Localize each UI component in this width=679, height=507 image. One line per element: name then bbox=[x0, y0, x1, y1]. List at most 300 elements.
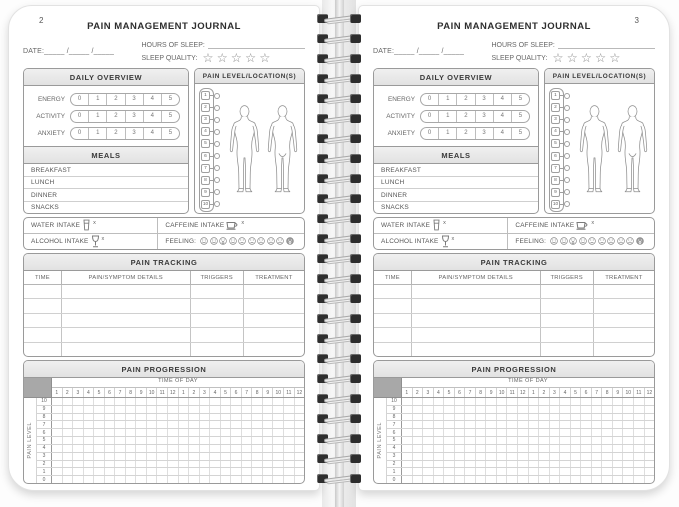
progression-cell[interactable] bbox=[84, 406, 95, 413]
progression-cell[interactable] bbox=[52, 437, 63, 444]
progression-cell[interactable] bbox=[444, 406, 455, 413]
progression-cell[interactable] bbox=[413, 476, 424, 483]
progression-cell[interactable] bbox=[581, 398, 592, 405]
progression-cell[interactable] bbox=[295, 468, 305, 475]
progression-cell[interactable] bbox=[231, 437, 242, 444]
progression-cell[interactable] bbox=[550, 453, 561, 460]
progression-cell[interactable] bbox=[497, 406, 508, 413]
progression-cell[interactable] bbox=[581, 421, 592, 428]
progression-cell[interactable] bbox=[189, 476, 200, 483]
progression-cell[interactable] bbox=[189, 429, 200, 436]
progression-cell[interactable] bbox=[189, 453, 200, 460]
progression-cell[interactable] bbox=[147, 476, 158, 483]
progression-cell[interactable] bbox=[179, 429, 190, 436]
progression-cell[interactable] bbox=[634, 461, 645, 468]
tracking-cell[interactable] bbox=[191, 285, 244, 298]
progression-cell[interactable] bbox=[571, 398, 582, 405]
progression-cell[interactable] bbox=[284, 445, 295, 452]
progression-cell[interactable] bbox=[273, 414, 284, 421]
progression-cell[interactable] bbox=[455, 437, 466, 444]
progression-cell[interactable] bbox=[52, 429, 63, 436]
progression-cell[interactable] bbox=[189, 414, 200, 421]
progression-cell[interactable] bbox=[539, 445, 550, 452]
progression-cell[interactable] bbox=[423, 429, 434, 436]
progression-cell[interactable] bbox=[413, 453, 424, 460]
progression-cell[interactable] bbox=[402, 453, 413, 460]
tracking-cell[interactable] bbox=[24, 299, 62, 312]
progression-cell[interactable] bbox=[486, 429, 497, 436]
progression-cell[interactable] bbox=[560, 461, 571, 468]
progression-cell[interactable] bbox=[529, 461, 540, 468]
rating-cell[interactable]: 1 bbox=[438, 94, 456, 105]
progression-cell[interactable] bbox=[221, 476, 232, 483]
tracking-cell[interactable] bbox=[541, 314, 594, 327]
progression-cell[interactable] bbox=[189, 445, 200, 452]
progression-cell[interactable] bbox=[105, 445, 116, 452]
water-intake-field[interactable] bbox=[374, 218, 508, 234]
pain-level-circle[interactable] bbox=[564, 93, 570, 99]
progression-cell[interactable] bbox=[623, 476, 634, 483]
progression-cell[interactable] bbox=[602, 461, 613, 468]
progression-cell[interactable] bbox=[518, 461, 529, 468]
progression-cell[interactable] bbox=[645, 421, 655, 428]
progression-cell[interactable] bbox=[63, 437, 74, 444]
progression-cell[interactable] bbox=[423, 461, 434, 468]
progression-cell[interactable] bbox=[242, 406, 253, 413]
progression-cell[interactable] bbox=[231, 421, 242, 428]
progression-cell[interactable] bbox=[189, 437, 200, 444]
progression-cell[interactable] bbox=[200, 453, 211, 460]
progression-cell[interactable] bbox=[571, 437, 582, 444]
tracking-cell[interactable] bbox=[62, 328, 191, 341]
progression-cell[interactable] bbox=[550, 437, 561, 444]
progression-cell[interactable] bbox=[126, 445, 137, 452]
progression-cell[interactable] bbox=[231, 414, 242, 421]
rating-cell[interactable]: 5 bbox=[511, 94, 529, 105]
progression-cell[interactable] bbox=[179, 406, 190, 413]
progression-cell[interactable] bbox=[252, 445, 263, 452]
progression-cell[interactable] bbox=[189, 461, 200, 468]
progression-cell[interactable] bbox=[242, 437, 253, 444]
sad-face-icon[interactable] bbox=[267, 237, 275, 245]
progression-cell[interactable] bbox=[423, 406, 434, 413]
progression-cell[interactable] bbox=[465, 406, 476, 413]
rating-cell[interactable]: 4 bbox=[143, 128, 161, 139]
progression-cell[interactable] bbox=[560, 421, 571, 428]
progression-cell[interactable] bbox=[105, 414, 116, 421]
progression-cell[interactable] bbox=[157, 437, 168, 444]
progression-cell[interactable] bbox=[115, 398, 126, 405]
progression-cell[interactable] bbox=[94, 445, 105, 452]
progression-cell[interactable] bbox=[231, 445, 242, 452]
progression-cell[interactable] bbox=[252, 453, 263, 460]
progression-cell[interactable] bbox=[497, 468, 508, 475]
progression-cell[interactable] bbox=[476, 461, 487, 468]
progression-cell[interactable] bbox=[115, 437, 126, 444]
unsure-face-icon[interactable] bbox=[248, 237, 256, 245]
progression-cell[interactable] bbox=[592, 406, 603, 413]
progression-cell[interactable] bbox=[252, 406, 263, 413]
progression-cell[interactable] bbox=[284, 406, 295, 413]
progression-cell[interactable] bbox=[84, 468, 95, 475]
progression-cell[interactable] bbox=[168, 406, 179, 413]
progression-cell[interactable] bbox=[444, 476, 455, 483]
progression-cell[interactable] bbox=[115, 445, 126, 452]
progression-cell[interactable] bbox=[539, 406, 550, 413]
progression-cell[interactable] bbox=[147, 453, 158, 460]
tracking-cell[interactable] bbox=[244, 343, 304, 356]
progression-cell[interactable] bbox=[284, 398, 295, 405]
progression-cell[interactable] bbox=[73, 461, 84, 468]
progression-cell[interactable] bbox=[571, 414, 582, 421]
progression-cell[interactable] bbox=[126, 468, 137, 475]
meal-row-snacks[interactable]: SNACKS bbox=[381, 204, 409, 211]
tracking-cell[interactable] bbox=[594, 328, 654, 341]
tracking-cell[interactable] bbox=[24, 285, 62, 298]
progression-cell[interactable] bbox=[63, 414, 74, 421]
progression-cell[interactable] bbox=[63, 468, 74, 475]
progression-cell[interactable] bbox=[221, 453, 232, 460]
sleep-quality-stars[interactable] bbox=[552, 49, 624, 65]
tracking-cell[interactable] bbox=[62, 299, 191, 312]
progression-cell[interactable] bbox=[613, 461, 624, 468]
progression-cell[interactable] bbox=[507, 476, 518, 483]
progression-cell[interactable] bbox=[295, 437, 305, 444]
progression-cell[interactable] bbox=[465, 429, 476, 436]
progression-cell[interactable] bbox=[539, 421, 550, 428]
meal-row-dinner[interactable]: DINNER bbox=[24, 189, 188, 202]
progression-cell[interactable] bbox=[645, 398, 655, 405]
progression-cell[interactable] bbox=[200, 437, 211, 444]
progression-cell[interactable] bbox=[423, 421, 434, 428]
progression-cell[interactable] bbox=[581, 445, 592, 452]
progression-cell[interactable] bbox=[539, 437, 550, 444]
feeling-field[interactable] bbox=[508, 234, 654, 250]
pain-level-circle[interactable] bbox=[564, 105, 570, 111]
alcohol-intake-field[interactable] bbox=[374, 234, 508, 250]
progression-cell[interactable] bbox=[147, 406, 158, 413]
progression-cell[interactable] bbox=[105, 453, 116, 460]
progression-cell[interactable] bbox=[263, 445, 274, 452]
tracking-cell[interactable] bbox=[412, 314, 541, 327]
slight-frown-face-icon[interactable] bbox=[607, 237, 615, 245]
progression-cell[interactable] bbox=[105, 421, 116, 428]
progression-cell[interactable] bbox=[126, 461, 137, 468]
progression-cell[interactable] bbox=[231, 406, 242, 413]
progression-cell[interactable] bbox=[63, 406, 74, 413]
pain-face-icon[interactable] bbox=[286, 237, 294, 245]
progression-cell[interactable] bbox=[518, 453, 529, 460]
tracking-cell[interactable] bbox=[374, 343, 412, 356]
progression-cell[interactable] bbox=[539, 453, 550, 460]
pain-level-circle[interactable] bbox=[214, 189, 220, 195]
pain-level-circle[interactable] bbox=[214, 201, 220, 207]
progression-cell[interactable] bbox=[221, 468, 232, 475]
tracking-cell[interactable] bbox=[374, 299, 412, 312]
progression-cell[interactable] bbox=[529, 437, 540, 444]
progression-cell[interactable] bbox=[115, 476, 126, 483]
progression-cell[interactable] bbox=[529, 476, 540, 483]
progression-cell[interactable] bbox=[529, 445, 540, 452]
progression-cell[interactable] bbox=[52, 476, 63, 483]
progression-cell[interactable] bbox=[157, 398, 168, 405]
progression-cell[interactable] bbox=[168, 445, 179, 452]
progression-cell[interactable] bbox=[284, 461, 295, 468]
progression-cell[interactable] bbox=[507, 461, 518, 468]
progression-cell[interactable] bbox=[73, 476, 84, 483]
progression-cell[interactable] bbox=[284, 414, 295, 421]
progression-cell[interactable] bbox=[581, 414, 592, 421]
progression-cell[interactable] bbox=[179, 414, 190, 421]
progression-cell[interactable] bbox=[147, 468, 158, 475]
pain-level-circle[interactable] bbox=[214, 105, 220, 111]
progression-cell[interactable] bbox=[231, 461, 242, 468]
progression-cell[interactable] bbox=[157, 429, 168, 436]
progression-cell[interactable] bbox=[497, 421, 508, 428]
rating-cell[interactable]: 0 bbox=[427, 130, 432, 136]
progression-cell[interactable] bbox=[147, 429, 158, 436]
progression-cell[interactable] bbox=[444, 468, 455, 475]
tracking-cell[interactable] bbox=[62, 314, 191, 327]
progression-cell[interactable] bbox=[63, 476, 74, 483]
progression-cell[interactable] bbox=[105, 398, 116, 405]
progression-cell[interactable] bbox=[263, 398, 274, 405]
rating-cell[interactable]: 2 bbox=[106, 111, 124, 122]
progression-cell[interactable] bbox=[529, 468, 540, 475]
progression-cell[interactable] bbox=[179, 398, 190, 405]
progression-cell[interactable] bbox=[168, 421, 179, 428]
progression-cell[interactable] bbox=[73, 398, 84, 405]
pain-level-circle[interactable] bbox=[564, 117, 570, 123]
progression-cell[interactable] bbox=[295, 414, 305, 421]
tracking-cell[interactable] bbox=[412, 343, 541, 356]
progression-cell[interactable] bbox=[507, 437, 518, 444]
progression-cell[interactable] bbox=[455, 445, 466, 452]
progression-cell[interactable] bbox=[63, 421, 74, 428]
progression-cell[interactable] bbox=[465, 461, 476, 468]
progression-cell[interactable] bbox=[518, 398, 529, 405]
progression-cell[interactable] bbox=[94, 437, 105, 444]
progression-cell[interactable] bbox=[242, 429, 253, 436]
progression-cell[interactable] bbox=[613, 429, 624, 436]
progression-cell[interactable] bbox=[571, 445, 582, 452]
progression-cell[interactable] bbox=[560, 476, 571, 483]
progression-cell[interactable] bbox=[497, 461, 508, 468]
progression-cell[interactable] bbox=[210, 398, 221, 405]
progression-cell[interactable] bbox=[115, 461, 126, 468]
tracking-cell[interactable] bbox=[62, 285, 191, 298]
progression-cell[interactable] bbox=[295, 453, 305, 460]
progression-cell[interactable] bbox=[73, 453, 84, 460]
progression-cell[interactable] bbox=[263, 429, 274, 436]
progression-cell[interactable] bbox=[402, 437, 413, 444]
progression-cell[interactable] bbox=[402, 461, 413, 468]
progression-cell[interactable] bbox=[263, 476, 274, 483]
progression-cell[interactable] bbox=[476, 406, 487, 413]
progression-cell[interactable] bbox=[434, 398, 445, 405]
progression-cell[interactable] bbox=[221, 429, 232, 436]
progression-cell[interactable] bbox=[434, 476, 445, 483]
progression-cell[interactable] bbox=[518, 476, 529, 483]
body-front-icon[interactable] bbox=[226, 88, 263, 212]
progression-cell[interactable] bbox=[613, 414, 624, 421]
progression-cell[interactable] bbox=[200, 468, 211, 475]
progression-cell[interactable] bbox=[486, 476, 497, 483]
progression-cell[interactable] bbox=[497, 476, 508, 483]
progression-cell[interactable] bbox=[231, 468, 242, 475]
progression-cell[interactable] bbox=[518, 429, 529, 436]
star-icon[interactable]: ☆ bbox=[216, 49, 231, 65]
progression-cell[interactable] bbox=[273, 437, 284, 444]
progression-cell[interactable] bbox=[126, 437, 137, 444]
progression-cell[interactable] bbox=[168, 468, 179, 475]
unsure-face-icon[interactable] bbox=[598, 237, 606, 245]
star-icon[interactable]: ☆ bbox=[202, 49, 217, 65]
progression-cell[interactable] bbox=[221, 398, 232, 405]
rating-cell[interactable]: 2 bbox=[106, 94, 124, 105]
progression-cell[interactable] bbox=[423, 437, 434, 444]
progression-cell[interactable] bbox=[645, 461, 655, 468]
caffeine-intake-field[interactable] bbox=[508, 218, 654, 234]
progression-cell[interactable] bbox=[168, 461, 179, 468]
progression-cell[interactable] bbox=[434, 468, 445, 475]
sleep-quality-stars[interactable] bbox=[202, 49, 274, 65]
progression-cell[interactable] bbox=[84, 429, 95, 436]
pain-level-circle[interactable] bbox=[214, 117, 220, 123]
progression-cell[interactable] bbox=[52, 421, 63, 428]
pain-face-icon[interactable] bbox=[636, 237, 644, 245]
crying-face-icon[interactable] bbox=[626, 237, 634, 245]
progression-cell[interactable] bbox=[550, 461, 561, 468]
rating-cell[interactable]: 3 bbox=[475, 94, 493, 105]
progression-cell[interactable] bbox=[273, 445, 284, 452]
progression-cell[interactable] bbox=[476, 445, 487, 452]
progression-cell[interactable] bbox=[210, 476, 221, 483]
tracking-cell[interactable] bbox=[541, 328, 594, 341]
progression-cell[interactable] bbox=[413, 421, 424, 428]
progression-cell[interactable] bbox=[157, 406, 168, 413]
progression-cell[interactable] bbox=[413, 406, 424, 413]
progression-cell[interactable] bbox=[52, 453, 63, 460]
progression-cell[interactable] bbox=[423, 476, 434, 483]
progression-cell[interactable] bbox=[210, 468, 221, 475]
progression-cell[interactable] bbox=[602, 468, 613, 475]
progression-cell[interactable] bbox=[179, 461, 190, 468]
progression-cell[interactable] bbox=[284, 468, 295, 475]
progression-cell[interactable] bbox=[210, 429, 221, 436]
progression-cell[interactable] bbox=[518, 406, 529, 413]
progression-cell[interactable] bbox=[423, 414, 434, 421]
progression-cell[interactable] bbox=[200, 429, 211, 436]
rating-cell[interactable]: 1 bbox=[88, 128, 106, 139]
progression-cell[interactable] bbox=[465, 437, 476, 444]
progression-cell[interactable] bbox=[94, 429, 105, 436]
rating-cell[interactable]: 3 bbox=[125, 111, 143, 122]
progression-cell[interactable] bbox=[613, 445, 624, 452]
progression-cell[interactable] bbox=[434, 414, 445, 421]
rating-cell[interactable]: 2 bbox=[456, 111, 474, 122]
progression-cell[interactable] bbox=[645, 414, 655, 421]
progression-cell[interactable] bbox=[84, 414, 95, 421]
progression-cell[interactable] bbox=[73, 406, 84, 413]
progression-cell[interactable] bbox=[179, 468, 190, 475]
progression-cell[interactable] bbox=[518, 437, 529, 444]
progression-cell[interactable] bbox=[157, 445, 168, 452]
rating-cell[interactable]: 3 bbox=[125, 94, 143, 105]
progression-cell[interactable] bbox=[444, 445, 455, 452]
progression-cell[interactable] bbox=[105, 476, 116, 483]
progression-cell[interactable] bbox=[221, 445, 232, 452]
grin-face-icon[interactable] bbox=[550, 237, 558, 245]
progression-cell[interactable] bbox=[63, 461, 74, 468]
progression-cell[interactable] bbox=[73, 468, 84, 475]
progression-cell[interactable] bbox=[476, 421, 487, 428]
progression-cell[interactable] bbox=[613, 398, 624, 405]
tracking-cell[interactable] bbox=[24, 314, 62, 327]
tracking-cell[interactable] bbox=[244, 314, 304, 327]
progression-cell[interactable] bbox=[507, 421, 518, 428]
progression-cell[interactable] bbox=[486, 421, 497, 428]
progression-cell[interactable] bbox=[623, 468, 634, 475]
progression-cell[interactable] bbox=[52, 468, 63, 475]
progression-cell[interactable] bbox=[136, 437, 147, 444]
progression-cell[interactable] bbox=[136, 406, 147, 413]
star-icon[interactable]: ☆ bbox=[230, 49, 245, 65]
tracking-cell[interactable] bbox=[24, 328, 62, 341]
rating-cell[interactable]: 3 bbox=[125, 128, 143, 139]
progression-cell[interactable] bbox=[210, 406, 221, 413]
progression-cell[interactable] bbox=[623, 453, 634, 460]
progression-cell[interactable] bbox=[147, 437, 158, 444]
progression-cell[interactable] bbox=[455, 468, 466, 475]
progression-cell[interactable] bbox=[200, 398, 211, 405]
progression-cell[interactable] bbox=[221, 437, 232, 444]
progression-cell[interactable] bbox=[455, 398, 466, 405]
progression-cell[interactable] bbox=[434, 453, 445, 460]
progression-cell[interactable] bbox=[623, 414, 634, 421]
progression-cell[interactable] bbox=[200, 476, 211, 483]
progression-cell[interactable] bbox=[465, 445, 476, 452]
progression-cell[interactable] bbox=[613, 421, 624, 428]
meal-row-snacks[interactable]: SNACKS bbox=[31, 204, 59, 211]
progression-cell[interactable] bbox=[413, 461, 424, 468]
progression-cell[interactable] bbox=[592, 414, 603, 421]
progression-cell[interactable] bbox=[581, 437, 592, 444]
progression-cell[interactable] bbox=[497, 453, 508, 460]
progression-cell[interactable] bbox=[455, 406, 466, 413]
happy-face-icon[interactable] bbox=[219, 237, 227, 245]
tracking-cell[interactable] bbox=[412, 285, 541, 298]
progression-cell[interactable] bbox=[444, 453, 455, 460]
progression-cell[interactable] bbox=[252, 437, 263, 444]
grin-face-icon[interactable] bbox=[200, 237, 208, 245]
tracking-cell[interactable] bbox=[541, 343, 594, 356]
progression-cell[interactable] bbox=[455, 453, 466, 460]
tracking-cell[interactable] bbox=[412, 328, 541, 341]
hours-of-sleep-field[interactable] bbox=[208, 40, 305, 49]
progression-cell[interactable] bbox=[476, 429, 487, 436]
progression-cell[interactable] bbox=[486, 468, 497, 475]
progression-cell[interactable] bbox=[634, 453, 645, 460]
progression-cell[interactable] bbox=[634, 421, 645, 428]
date-field[interactable] bbox=[23, 48, 141, 55]
progression-cell[interactable] bbox=[242, 414, 253, 421]
body-back-icon[interactable] bbox=[264, 88, 301, 212]
meal-row-dinner[interactable]: DINNER bbox=[374, 189, 538, 202]
progression-cell[interactable] bbox=[465, 414, 476, 421]
rating-cell[interactable]: 5 bbox=[161, 128, 179, 139]
progression-cell[interactable] bbox=[252, 398, 263, 405]
